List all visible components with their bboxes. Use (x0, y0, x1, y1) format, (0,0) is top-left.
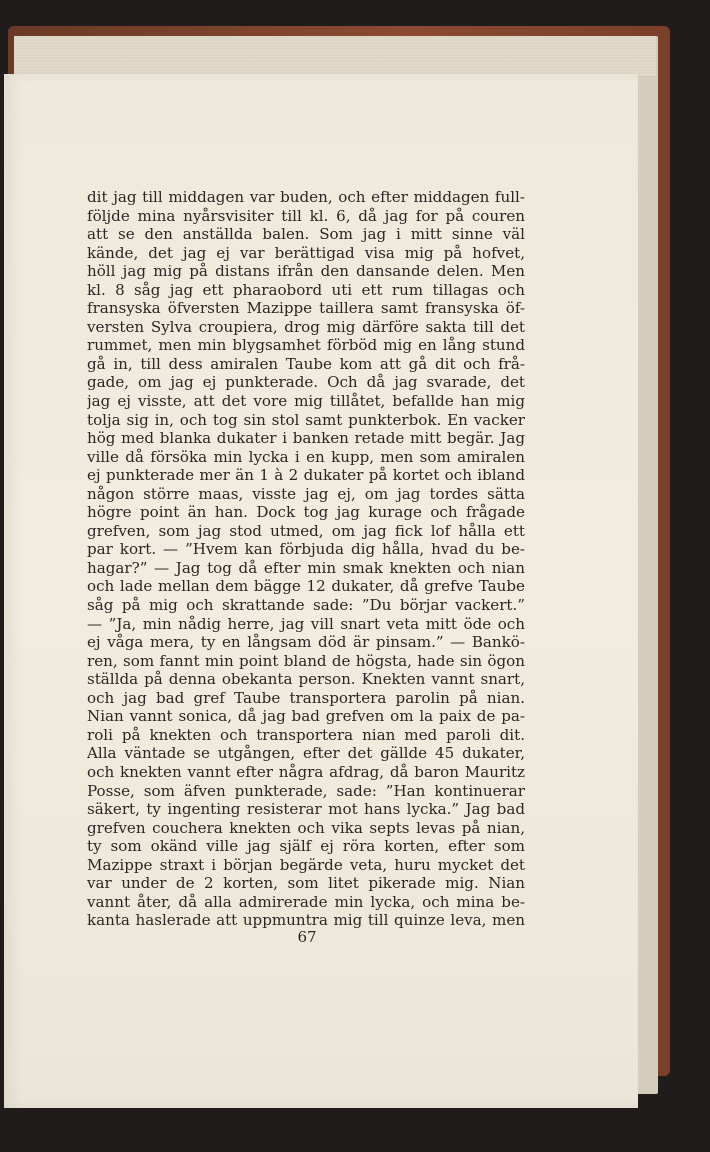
page-number: 67 (297, 928, 317, 946)
text-line: och knekten vannt efter några afdrag, då baron Mauritz (87, 762, 525, 781)
text-line: Mazippe straxt i början begärde veta, huru mycket det (87, 855, 525, 874)
text-line: ej punkterade mer än 1 à 2 dukater på kortet och ibland (87, 466, 525, 485)
text-line: att se den anställda balen. Som jag i mitt sinne väl (87, 225, 525, 244)
text-line: rummet, men min blygsamhet förböd mig en lång stund (87, 336, 525, 355)
text-line: hög med blanka dukater i banken retade mitt begär. Jag (87, 429, 525, 448)
text-line: tolja sig in, och tog sin stol samt punkterbok. En vacker (87, 410, 525, 429)
text-line: Posse, som äfven punkterade, sade: ”Han kontinuerar (87, 781, 525, 800)
text-line: jag ej visste, att det vore mig tillåtet, befallde han mig (87, 392, 525, 411)
text-line: — ”Ja, min nådig herre, jag vill snart veta mitt öde och (87, 614, 525, 633)
text-line: kanta haslerade att uppmuntra mig till quinze leva, men (87, 911, 525, 930)
text-line: och lade mellan dem bägge 12 dukater, då grefve Taube (87, 577, 525, 596)
text-line: Alla väntade se utgången, efter det gällde 45 dukater, (87, 744, 525, 763)
text-line: hagar?” — Jag tog då efter min smak knekten och nian (87, 558, 525, 577)
text-line: ställda på denna obekanta person. Knekten vannt snart, (87, 670, 525, 689)
text-line: dit jag till middagen var buden, och efter middagen full- (87, 188, 525, 206)
text-line: fransyska öfversten Mazippe taillera samt fransyska öf- (87, 299, 525, 318)
text-line: ville då försöka min lycka i en kupp, men som amiralen (87, 447, 525, 466)
text-line: och jag bad gref Taube transportera parolin på nian. (87, 688, 525, 707)
text-line: ren, som fannt min point bland de högsta, hade sin ögon (87, 651, 525, 670)
text-line: ej våga mera, ty en långsam död är pinsam.” — Bankö- (87, 633, 525, 652)
text-line: kl. 8 såg jag ett pharaobord uti ett rum tillagas och (87, 280, 525, 299)
text-line: kände, det jag ej var berättigad visa mig på hofvet, (87, 243, 525, 262)
page-top-edge (14, 36, 656, 77)
body-text (87, 188, 525, 930)
text-line: någon större maas, visste jag ej, om jag tordes sätta (87, 484, 525, 503)
text-line: följde mina nyårsvisiter till kl. 6, då jag for på couren (87, 206, 525, 225)
text-line: Nian vannt sonica, då jag bad grefven om la paix de pa- (87, 707, 525, 726)
text-line: höll jag mig på distans ifrån den dansande delen. Men (87, 262, 525, 281)
text-line: ty som okänd ville jag själf ej röra korten, efter som (87, 837, 525, 856)
text-line: såg på mig och skrattande sade: ”Du börjar vackert.” (87, 596, 525, 615)
text-line: gå in, till dess amiralen Taube kom att gå dit och frå- (87, 354, 525, 373)
text-line: roli på knekten och transportera nian med paroli dit. (87, 725, 525, 744)
text-line: var under de 2 korten, som litet pikerade mig. Nian (87, 874, 525, 893)
text-line: högre point än han. Dock tog jag kurage och frågade (87, 503, 525, 522)
text-line: gade, om jag ej punkterade. Och då jag svarade, det (87, 373, 525, 392)
text-line: versten Sylva croupiera, drog mig därföre sakta till det (87, 317, 525, 336)
text-line: grefven couchera knekten och vika septs levas på nian, (87, 818, 525, 837)
text-line: säkert, ty ingenting resisterar mot hans lycka.” Jag bad (87, 800, 525, 819)
text-line: vannt åter, då alla admirerade min lycka, och mina be- (87, 892, 525, 911)
text-line: par kort. — ”Hvem kan förbjuda dig hålla, hvad du be- (87, 540, 525, 559)
text-line: grefven, som jag stod utmed, om jag fick lof hålla ett (87, 521, 525, 540)
